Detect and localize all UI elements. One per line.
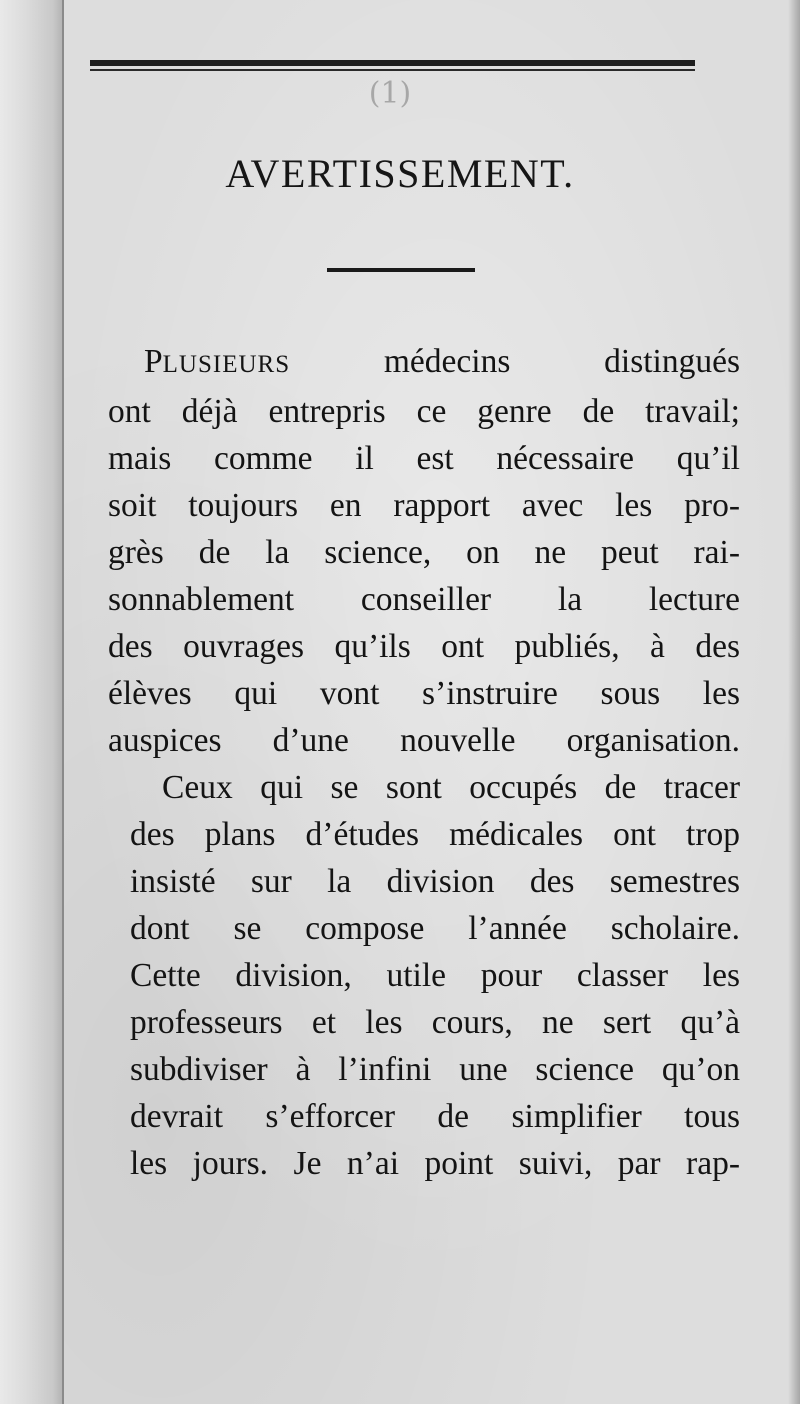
text-line: Ceux qui se sont occupés de tracer xyxy=(162,769,740,806)
body-text xyxy=(108,338,740,1187)
text-line: Cette division, utile pour classer les xyxy=(130,957,740,994)
text-line: auspices d’une nouvelle organisation. xyxy=(108,722,740,759)
page-number: (1) xyxy=(368,76,412,111)
paragraph-1 xyxy=(108,338,740,764)
header-double-rule xyxy=(90,60,695,72)
text-line: mais comme il est nécessaire qu’il xyxy=(108,440,740,477)
text-line: subdiviser à l’infini une science qu’on xyxy=(130,1051,740,1088)
page-title: AVERTISSEMENT. xyxy=(225,151,575,196)
text-line: insisté sur la division des semestres xyxy=(130,863,740,900)
small-caps-word: LUSIEURS xyxy=(162,351,291,378)
text-line: dont se compose l’année scholaire. xyxy=(130,910,740,947)
text-line: ont déjà entrepris ce genre de travail; xyxy=(108,393,740,430)
text-line: des ouvrages qu’ils ont publiés, à des xyxy=(108,628,740,665)
text-line: les jours. Je n’ai point suivi, par rap- xyxy=(130,1145,740,1182)
text-line: des plans d’études médicales ont trop xyxy=(130,816,740,853)
header-rule-thin xyxy=(90,69,695,71)
small-caps-initial: P xyxy=(144,343,163,380)
text-line: sonnablement conseiller la lecture xyxy=(108,581,740,618)
text-line: élèves qui vont s’instruire sous les xyxy=(108,675,740,712)
page-binding-edge xyxy=(0,0,64,1404)
text-line-content: médecins distingués xyxy=(290,343,740,380)
text-line: devrait s’efforcer de simplifier tous xyxy=(130,1098,740,1135)
text-line: professeurs et les cours, ne sert qu’à xyxy=(130,1004,740,1041)
text-line xyxy=(108,338,740,388)
title-divider-rule xyxy=(327,268,475,272)
paragraph-2 xyxy=(108,764,740,1187)
header-rule-thick xyxy=(90,60,695,66)
text-line: grès de la science, on ne peut rai- xyxy=(108,534,740,571)
page-right-shadow xyxy=(788,0,800,1404)
text-line: soit toujours en rapport avec les pro- xyxy=(108,487,740,524)
